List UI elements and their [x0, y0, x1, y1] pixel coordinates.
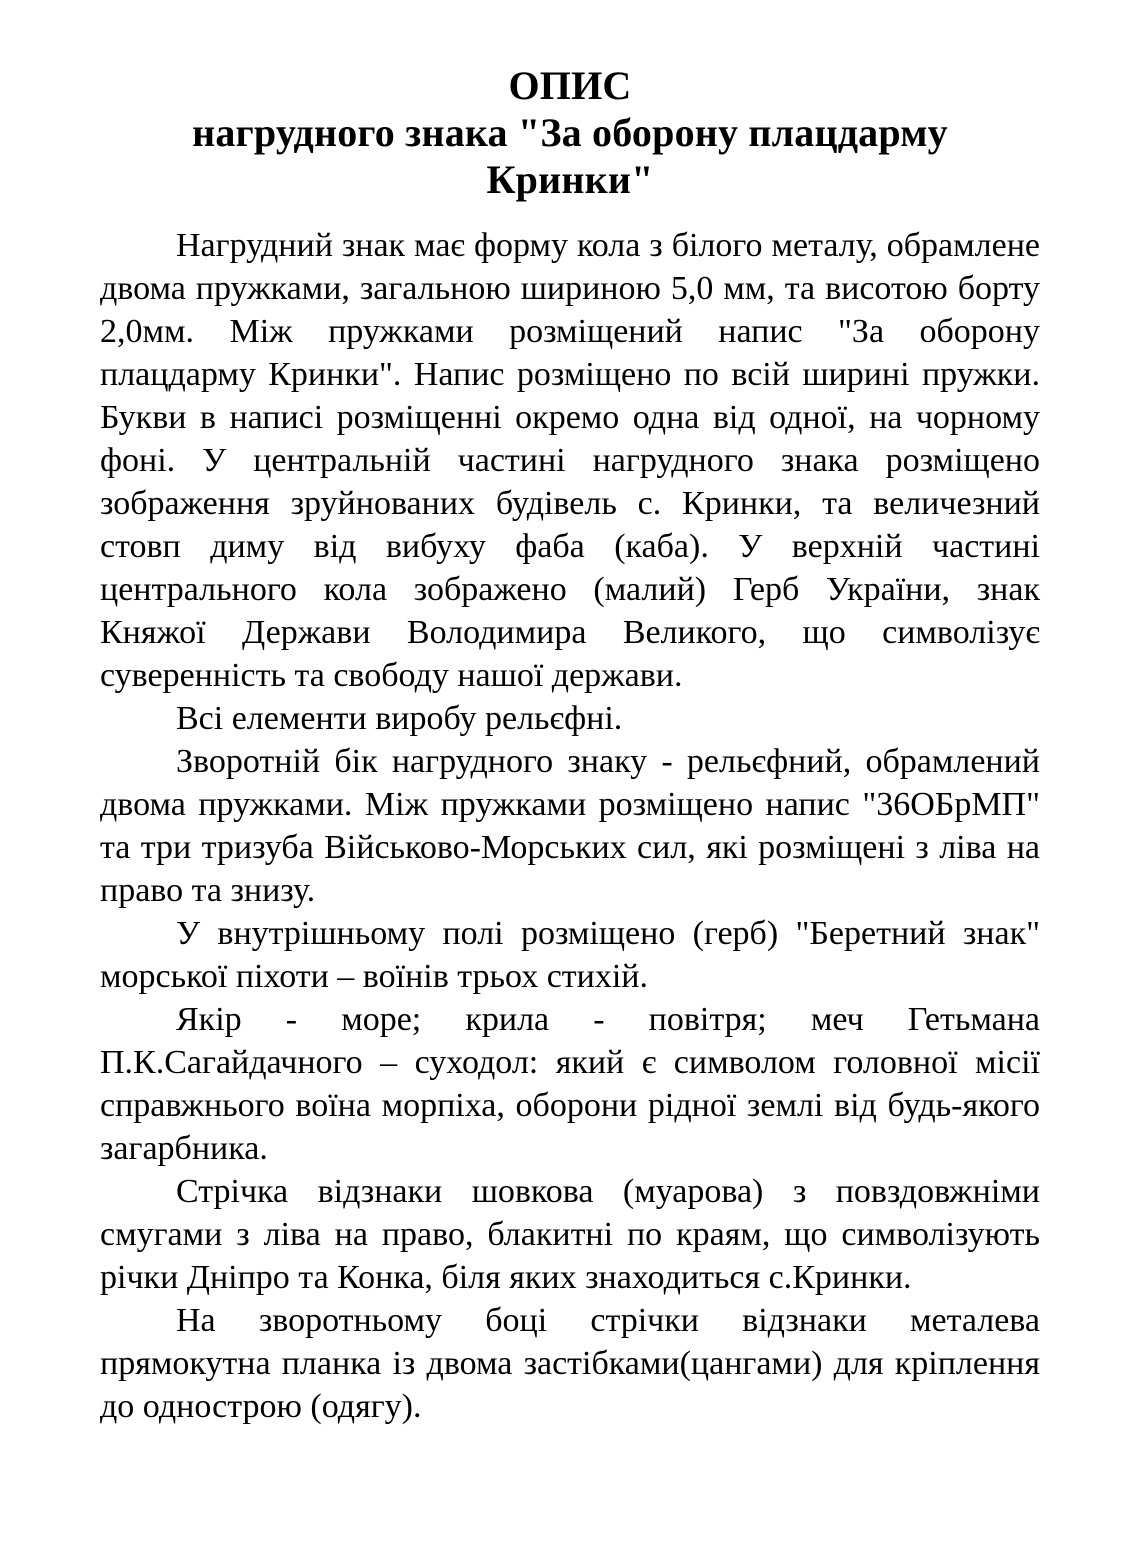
paragraph-mounting-plate: На зворотньому боці стрічки відзнаки металева прямокутна планка із двома застібками(цангами) для кріплення до однострою (одягу).: [100, 1302, 1040, 1425]
paragraph-ribbon: Стрічка відзнаки шовкова (муарова) з повздовжніми смугами з ліва на право, блакитні по краям, що символізують річки Дніпро та Конка, біля яких знаходиться с.Кринки.: [100, 1173, 1040, 1296]
paragraph-reverse-side: Зворотній бік нагрудного знаку - рельєфний, обрамлений двома пружками. Між пружками розміщено напис "36ОБрМП" та три тризуба Військово-Морських сил, які розміщені з ліва на право та знизу.: [100, 743, 1040, 909]
title-line-2: нагрудного знака "За оборону плацдарму: [192, 110, 948, 155]
title-line-3: Кринки": [486, 157, 654, 202]
paragraph-inner-field: У внутрішньому полі розміщено (герб) "Беретний знак" морської піхоти – воїнів трьох стихій.: [100, 915, 1040, 995]
paragraph-symbolism: Якір - море; крила - повітря; меч Гетьмана П.К.Сагайдачного – суходол: який є символом головної місії справжнього воїна морпіха, оборони рідної землі від будь-якого загарбника.: [100, 1001, 1040, 1167]
title-line-1: ОПИС: [508, 63, 632, 108]
page-title: [100, 0, 1040, 203]
paragraph-obverse-description: Нагрудний знак має форму кола з білого металу, обрамлене двома пружками, загальною шириною 5,0 мм, та висотою борту 2,0мм. Між пружками розміщений напис "За оборону плацдарму Кринки". Напис розміщено по всій ширині пружки. Букви в написі розміщенні окремо одна від одної, на чорному фоні. У центральній частині нагрудного знака розміщено зображення зруйнованих будівель с. Кринки, та величезний стовп диму від вибуху фаба (каба). У верхній частині центрального кола зображено (малий) Герб України, знак Княжої Держави Володимира Великого, що символізує суверенність та свободу нашої держави.: [100, 227, 1040, 694]
document-body: [100, 203, 1040, 1428]
document-content: [100, 0, 1040, 1428]
paragraph-relief-elements: Всі елементи виробу рельєфні.: [176, 700, 623, 737]
